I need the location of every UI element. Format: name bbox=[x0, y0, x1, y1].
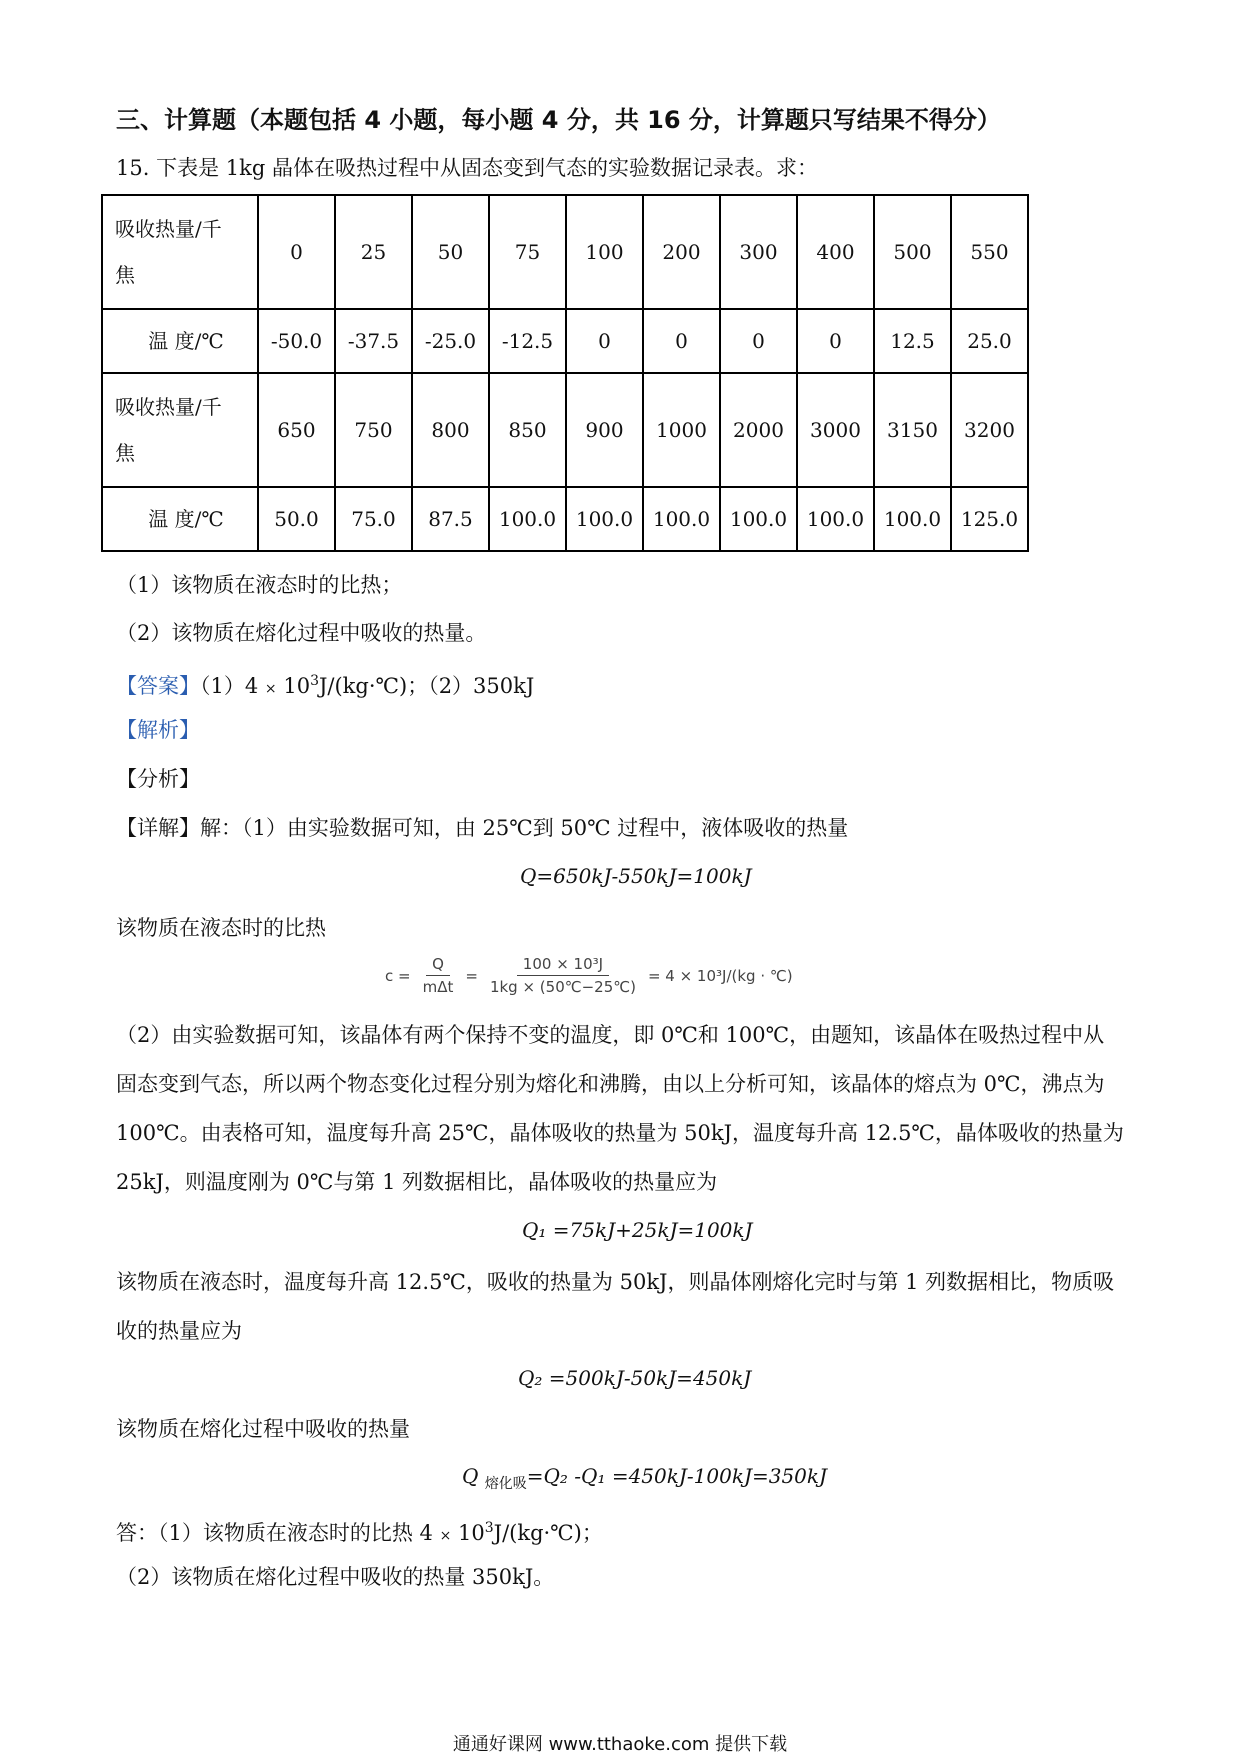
table-cell: 87.5 bbox=[412, 487, 489, 551]
final-answer-2: （2）该物质在熔化过程中吸收的热量 350kJ。 bbox=[116, 1565, 555, 1589]
detail-line-2: 该物质在液态时的比热 bbox=[116, 916, 326, 940]
table-cell: 500 bbox=[874, 195, 951, 309]
table-cell: 25 bbox=[335, 195, 412, 309]
table-cell: 550 bbox=[951, 195, 1028, 309]
table-cell: 0 bbox=[643, 309, 720, 373]
table-row bbox=[102, 373, 1028, 487]
detail-p2-line-4: 25kJ，则温度刚为 0℃与第 1 列数据相比，晶体吸收的热量应为 bbox=[116, 1170, 718, 1194]
section-title: 三、计算题（本题包括 4 小题，每小题 4 分，共 16 分，计算题只写结果不得分） bbox=[116, 106, 1001, 134]
table-cell: 900 bbox=[566, 373, 643, 487]
table-cell: 650 bbox=[258, 373, 335, 487]
table-cell: 50.0 bbox=[258, 487, 335, 551]
detail-line-1: 【详解】解：（1）由实验数据可知，由 25℃到 50℃ 过程中，液体吸收的热量 bbox=[116, 816, 849, 840]
footer: 通通好课网 www.tthaoke.com 提供下载 bbox=[452, 1734, 788, 1755]
fenxi-tag: 【分析】 bbox=[116, 767, 200, 791]
table-cell: 12.5 bbox=[874, 309, 951, 373]
temp-label-cell: 温 度/℃ bbox=[102, 487, 258, 551]
table-cell: 2000 bbox=[720, 373, 797, 487]
table-cell: 100.0 bbox=[720, 487, 797, 551]
table-row bbox=[102, 195, 1028, 309]
analysis-tag: 【解析】 bbox=[116, 718, 200, 742]
table-cell: 75 bbox=[489, 195, 566, 309]
table-cell: -25.0 bbox=[412, 309, 489, 373]
table-row bbox=[102, 487, 1028, 551]
answer-tag: 【答案】 bbox=[116, 674, 200, 698]
temp-label-cell: 温 度/℃ bbox=[102, 309, 258, 373]
detail-p3-line-2: 收的热量应为 bbox=[116, 1319, 242, 1343]
equation-q2: Q₂ =500kJ-50kJ=450kJ bbox=[518, 1366, 752, 1390]
table-cell: 3200 bbox=[951, 373, 1028, 487]
equation-q1: Q₁ =75kJ+25kJ=100kJ bbox=[522, 1218, 753, 1242]
table-cell: 300 bbox=[720, 195, 797, 309]
table-cell: 200 bbox=[643, 195, 720, 309]
table-cell: 800 bbox=[412, 373, 489, 487]
table-cell: 850 bbox=[489, 373, 566, 487]
table-cell: 1000 bbox=[643, 373, 720, 487]
table-cell: 100.0 bbox=[566, 487, 643, 551]
detail-p2-line-1: （2）由实验数据可知，该晶体有两个保持不变的温度，即 0℃和 100℃，由题知，该晶体在吸热过程中从 bbox=[116, 1023, 1105, 1047]
detail-p4: 该物质在熔化过程中吸收的热量 bbox=[116, 1417, 410, 1441]
heat-label-cell: 吸收热量/千 焦 bbox=[102, 195, 258, 309]
table-cell: 100.0 bbox=[489, 487, 566, 551]
table-cell: 50 bbox=[412, 195, 489, 309]
question-stem: 15. 下表是 1kg 晶体在吸热过程中从固态变到气态的实验数据记录表。求： bbox=[116, 156, 818, 180]
detail-p2-line-2: 固态变到气态，所以两个物态变化过程分别为熔化和沸腾，由以上分析可知，该晶体的熔点为 0℃，沸点为 bbox=[116, 1072, 1105, 1096]
detail-p3-line-1: 该物质在液态时，温度每升高 12.5℃，吸收的热量为 50kJ，则晶体刚熔化完时与第 1 列数据相比，物质吸 bbox=[116, 1270, 1115, 1294]
table-cell: -50.0 bbox=[258, 309, 335, 373]
sub-question-2: （2）该物质在熔化过程中吸收的热量。 bbox=[116, 621, 487, 645]
table-cell: 0 bbox=[258, 195, 335, 309]
table-cell: 3150 bbox=[874, 373, 951, 487]
table-cell: 100 bbox=[566, 195, 643, 309]
table-cell: 100.0 bbox=[874, 487, 951, 551]
equation-q3: Q $_{熔化吸}$=Q₂ -Q₁ =450kJ-100kJ=350kJ bbox=[462, 1464, 828, 1492]
final-answer-1: 答：（1）该物质在液态时的比热 $4 \times 10^3J/(kg\cdot℃)$； bbox=[116, 1520, 603, 1545]
table-cell: 100.0 bbox=[643, 487, 720, 551]
table-cell: 100.0 bbox=[797, 487, 874, 551]
specific-heat-formula: c = $\frac{Q}{\text{mΔt}}$ = $\frac{\text{100 × 10³J}}{1kg \times (50℃-25℃)}$ = 4 × 10³J/(kg · ℃) bbox=[385, 955, 793, 996]
table-cell: -12.5 bbox=[489, 309, 566, 373]
heat-label-cell: 吸收热量/千 焦 bbox=[102, 373, 258, 487]
table-cell: 400 bbox=[797, 195, 874, 309]
detail-p2-line-3: 100℃。由表格可知，温度每升高 25℃，晶体吸收的热量为 50kJ，温度每升高 12.5℃，晶体吸收的热量为 bbox=[116, 1121, 1124, 1145]
table-cell: 0 bbox=[566, 309, 643, 373]
data-table bbox=[101, 194, 1029, 552]
sub-question-1: （1）该物质在液态时的比热； bbox=[116, 573, 403, 597]
table-cell: 75.0 bbox=[335, 487, 412, 551]
equation-q: Q=650kJ-550kJ=100kJ bbox=[520, 864, 752, 888]
table-cell: 25.0 bbox=[951, 309, 1028, 373]
table-cell: 0 bbox=[797, 309, 874, 373]
table-cell: 125.0 bbox=[951, 487, 1028, 551]
answer-line: 【答案】$(1)4 \times 10^3J/(kg\cdot℃)$；（2）350kJ bbox=[116, 673, 535, 698]
table-cell: -37.5 bbox=[335, 309, 412, 373]
table-cell: 3000 bbox=[797, 373, 874, 487]
table-cell: 0 bbox=[720, 309, 797, 373]
table-cell: 750 bbox=[335, 373, 412, 487]
table-row bbox=[102, 309, 1028, 373]
